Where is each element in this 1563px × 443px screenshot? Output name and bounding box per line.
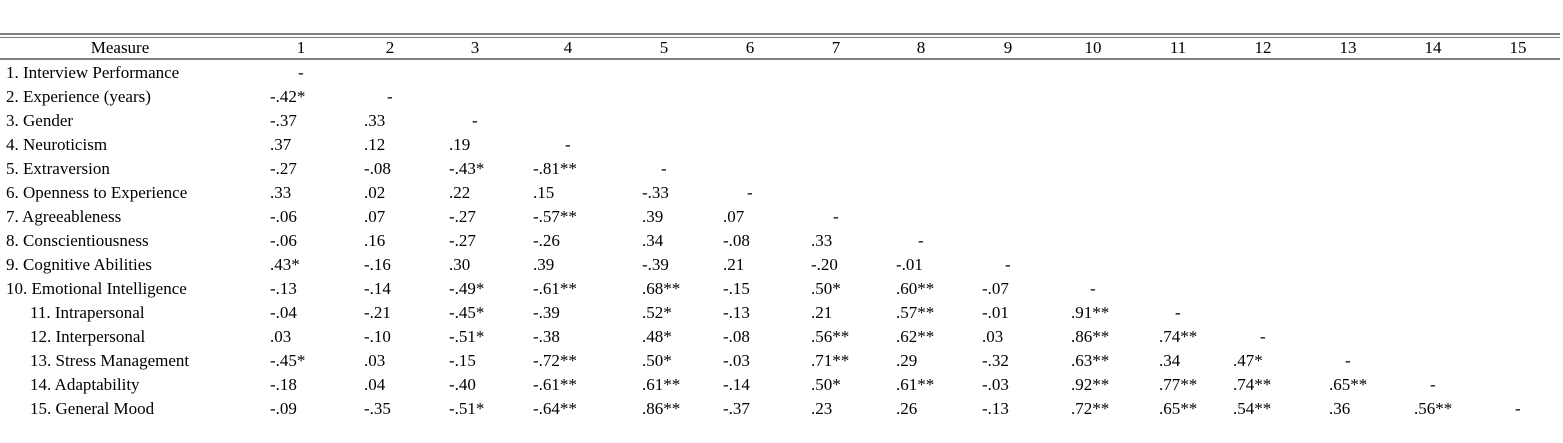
- correlation-cell: .39: [533, 255, 555, 274]
- correlation-cell: .03: [982, 327, 1004, 346]
- correlation-cell: -.01: [896, 255, 923, 274]
- measure-label: 14. Adaptability: [30, 375, 140, 394]
- header-col-9: 9: [1003, 38, 1013, 57]
- table-top-rule: [0, 33, 1560, 35]
- correlation-cell: .63**: [1071, 351, 1110, 370]
- correlation-cell: .61**: [896, 375, 935, 394]
- measure-label: 3. Gender: [6, 111, 74, 130]
- correlation-cell: -.32: [982, 351, 1009, 370]
- correlation-cell: .12: [364, 135, 386, 154]
- correlation-cell: .52*: [642, 303, 672, 322]
- correlation-cell: -.08: [364, 159, 391, 178]
- correlation-cell: -.35: [364, 399, 391, 418]
- correlation-cell: -.03: [982, 375, 1009, 394]
- measure-label: 11. Intrapersonal: [30, 303, 145, 322]
- header-col-2: 2: [385, 38, 395, 57]
- correlation-cell: .71**: [811, 351, 850, 370]
- correlation-cell: .61**: [642, 375, 681, 394]
- correlation-cell: .07: [364, 207, 386, 226]
- correlation-cell: -.45*: [270, 351, 306, 370]
- header-col-12: 12: [1254, 38, 1272, 57]
- table-row: [0, 373, 1560, 397]
- correlation-cell: .43*: [270, 255, 300, 274]
- correlation-cell: -: [298, 63, 304, 82]
- correlation-cell: .16: [364, 231, 386, 250]
- correlation-cell: -: [1515, 399, 1521, 418]
- correlation-cell: -: [1090, 279, 1096, 298]
- correlation-cell: -.39: [533, 303, 560, 322]
- correlation-cell: .26: [896, 399, 918, 418]
- correlation-cell: -.15: [723, 279, 750, 298]
- correlation-cell: -.37: [270, 111, 297, 130]
- correlation-cell: .54**: [1233, 399, 1272, 418]
- correlation-cell: -.72**: [533, 351, 577, 370]
- correlation-cell: -.51*: [449, 399, 485, 418]
- correlation-cell: .21: [723, 255, 745, 274]
- correlation-cell: .39: [642, 207, 664, 226]
- correlation-cell: -.40: [449, 375, 476, 394]
- correlation-cell: .56**: [811, 327, 850, 346]
- correlation-cell: -.57**: [533, 207, 577, 226]
- table-row: [0, 349, 1560, 373]
- header-col-7: 7: [831, 38, 841, 57]
- correlation-cell: .34: [1159, 351, 1181, 370]
- correlation-cell: -.18: [270, 375, 297, 394]
- correlation-cell: -.21: [364, 303, 391, 322]
- correlation-cell: .02: [364, 183, 386, 202]
- correlation-cell: -: [1345, 351, 1351, 370]
- measure-label: 9. Cognitive Abilities: [6, 255, 152, 274]
- correlation-cell: .68**: [642, 279, 681, 298]
- header-measure: Measure: [90, 38, 150, 57]
- table-row: [0, 229, 1560, 253]
- correlation-cell: .86**: [1071, 327, 1110, 346]
- correlation-cell: -: [472, 111, 478, 130]
- measure-label: 10. Emotional Intelligence: [6, 279, 187, 298]
- measure-label: 13. Stress Management: [30, 351, 190, 370]
- correlation-cell: -.61**: [533, 279, 577, 298]
- correlation-cell: -.06: [270, 231, 297, 250]
- correlation-cell: -.15: [449, 351, 476, 370]
- correlation-cell: -.51*: [449, 327, 485, 346]
- measure-label: 2. Experience (years): [6, 87, 151, 106]
- correlation-cell: -.16: [364, 255, 391, 274]
- correlation-cell: -.03: [723, 351, 750, 370]
- correlation-cell: .15: [533, 183, 555, 202]
- correlation-cell: .37: [270, 135, 292, 154]
- correlation-cell: -: [661, 159, 667, 178]
- correlation-cell: -: [918, 231, 924, 250]
- header-col-1: 1: [296, 38, 306, 57]
- correlation-cell: -: [747, 183, 753, 202]
- table-row: [0, 157, 1560, 181]
- correlation-cell: -.08: [723, 231, 750, 250]
- correlation-cell: .72**: [1071, 399, 1110, 418]
- header-col-8: 8: [916, 38, 926, 57]
- correlation-cell: -.43*: [449, 159, 485, 178]
- correlation-cell: .21: [811, 303, 833, 322]
- header-col-5: 5: [659, 38, 669, 57]
- correlation-cell: -.13: [982, 399, 1009, 418]
- correlation-cell: .65**: [1329, 375, 1368, 394]
- header-col-14: 14: [1424, 38, 1442, 57]
- measure-label: 4. Neuroticism: [6, 135, 108, 154]
- table-row: [0, 325, 1560, 349]
- correlation-cell: .86**: [642, 399, 681, 418]
- correlation-cell: .77**: [1159, 375, 1198, 394]
- correlation-cell: -.39: [642, 255, 669, 274]
- measure-label: 6. Openness to Experience: [6, 183, 188, 202]
- correlation-cell: .74**: [1233, 375, 1272, 394]
- correlation-cell: .57**: [896, 303, 935, 322]
- header-col-3: 3: [470, 38, 480, 57]
- correlation-cell: -.04: [270, 303, 297, 322]
- correlation-cell: -.14: [364, 279, 391, 298]
- correlation-cell: -.33: [642, 183, 669, 202]
- correlation-cell: .91**: [1071, 303, 1110, 322]
- correlation-cell: -.20: [811, 255, 838, 274]
- correlation-cell: .50*: [811, 279, 841, 298]
- correlation-cell: -.42*: [270, 87, 306, 106]
- correlation-cell: .22: [449, 183, 471, 202]
- correlation-cell: .29: [896, 351, 918, 370]
- correlation-cell: -: [1175, 303, 1181, 322]
- table-row: [0, 61, 1560, 85]
- table-row: [0, 181, 1560, 205]
- header-col-11: 11: [1169, 38, 1187, 57]
- correlation-cell: .07: [723, 207, 745, 226]
- correlation-cell: .36: [1329, 399, 1351, 418]
- table-header-row: [0, 37, 1560, 59]
- correlation-cell: .50*: [642, 351, 672, 370]
- correlation-cell: -: [1260, 327, 1266, 346]
- correlation-cell: .33: [364, 111, 386, 130]
- correlation-cell: -.49*: [449, 279, 485, 298]
- correlation-cell: -.08: [723, 327, 750, 346]
- table-row: [0, 397, 1560, 421]
- correlation-cell: -.61**: [533, 375, 577, 394]
- correlation-cell: -: [833, 207, 839, 226]
- measure-label: 15. General Mood: [30, 399, 155, 418]
- table-row: [0, 253, 1560, 277]
- measure-label: 8. Conscientiousness: [6, 231, 149, 250]
- table-row: [0, 133, 1560, 157]
- correlation-cell: .04: [364, 375, 386, 394]
- correlation-cell: .34: [642, 231, 664, 250]
- correlation-cell: -.01: [982, 303, 1009, 322]
- correlation-cell: -.27: [449, 231, 476, 250]
- correlation-cell: -: [565, 135, 571, 154]
- header-col-10: 10: [1084, 38, 1102, 57]
- correlation-cell: -.06: [270, 207, 297, 226]
- measure-label: 12. Interpersonal: [30, 327, 146, 346]
- correlation-cell: -.14: [723, 375, 750, 394]
- correlation-cell: -.10: [364, 327, 391, 346]
- table-row: [0, 109, 1560, 133]
- measure-label: 5. Extraversion: [6, 159, 110, 178]
- correlation-cell: -: [1005, 255, 1011, 274]
- correlation-cell: -.45*: [449, 303, 485, 322]
- correlation-cell: .30: [449, 255, 471, 274]
- correlation-cell: -.81**: [533, 159, 577, 178]
- table-row: [0, 301, 1560, 325]
- correlation-cell: .48*: [642, 327, 672, 346]
- correlation-cell: .65**: [1159, 399, 1198, 418]
- table-row: [0, 205, 1560, 229]
- correlation-cell: .47*: [1233, 351, 1263, 370]
- correlation-cell: -.38: [533, 327, 560, 346]
- correlation-cell: .60**: [896, 279, 935, 298]
- correlation-cell: .74**: [1159, 327, 1198, 346]
- correlation-cell: .62**: [896, 327, 935, 346]
- table-row: [0, 85, 1560, 109]
- correlation-cell: .33: [811, 231, 833, 250]
- correlation-cell: -.13: [723, 303, 750, 322]
- measure-label: 1. Interview Performance: [6, 63, 180, 82]
- correlation-cell: -.37: [723, 399, 750, 418]
- header-col-15: 15: [1509, 38, 1527, 57]
- correlation-cell: .03: [364, 351, 386, 370]
- correlation-cell: .92**: [1071, 375, 1110, 394]
- correlation-cell: -: [387, 87, 393, 106]
- correlation-cell: -.13: [270, 279, 297, 298]
- table-row: [0, 277, 1560, 301]
- correlation-cell: -.27: [449, 207, 476, 226]
- correlation-cell: -.09: [270, 399, 297, 418]
- correlation-cell: .50*: [811, 375, 841, 394]
- correlation-table: [0, 37, 1560, 421]
- correlation-cell: .23: [811, 399, 833, 418]
- correlation-cell: .19: [449, 135, 471, 154]
- correlation-cell: -.07: [982, 279, 1009, 298]
- correlation-cell: .33: [270, 183, 292, 202]
- correlation-cell: .56**: [1414, 399, 1453, 418]
- header-col-4: 4: [563, 38, 573, 57]
- correlation-cell: -.26: [533, 231, 560, 250]
- correlation-cell: .03: [270, 327, 292, 346]
- measure-label: 7. Agreeableness: [6, 207, 122, 226]
- correlation-cell: -.64**: [533, 399, 577, 418]
- correlation-cell: -.27: [270, 159, 297, 178]
- correlation-cell: -: [1430, 375, 1436, 394]
- header-col-13: 13: [1339, 38, 1357, 57]
- header-col-6: 6: [745, 38, 755, 57]
